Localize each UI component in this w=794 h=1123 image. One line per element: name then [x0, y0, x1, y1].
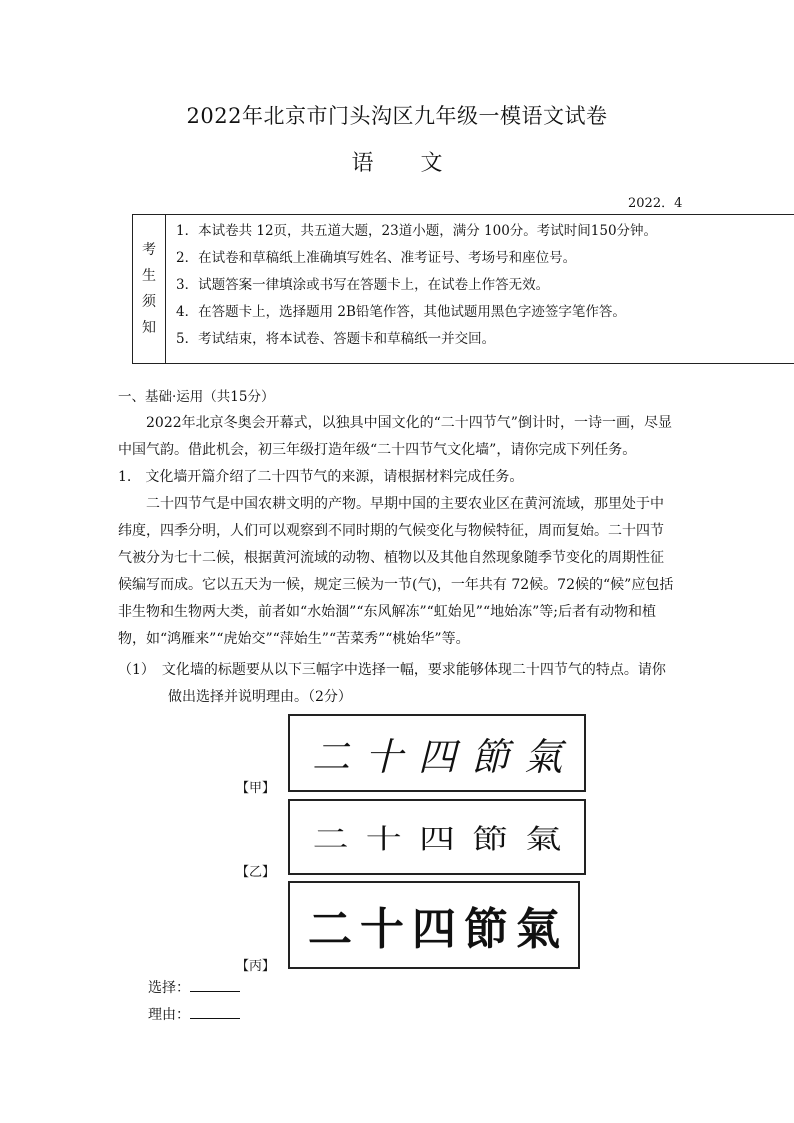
intro-line: 中国气韵。借此机会，初三年级打造年级“二十四节气文化墙”，请你完成下列任务。 [118, 442, 637, 458]
heading-char: 考 [142, 242, 156, 258]
material-line: 非生物和生物两大类，前者如“水始涸”“东风解冻”“虹始见”“地始冻”等;后者有动物和植 [118, 604, 656, 620]
calligraphy-char: 節 [464, 904, 508, 955]
intro-paragraph [118, 410, 674, 464]
calligraphy-char: 氣 [525, 823, 562, 855]
calligraphy-option-a [288, 714, 586, 792]
material-line: 纬度，四季分明，人们可以观察到不同时期的气候变化与物候特征，周而复始。二十四节 [118, 523, 664, 539]
calligraphy-char: 四 [417, 734, 456, 779]
material-line: 候编写而成。它以五天为一候，规定三候为一节(气)，一年共有 72候。72候的“候”应包括 [118, 577, 674, 593]
calligraphy-char: 節 [471, 734, 510, 779]
calligraphy-char: 二 [312, 823, 349, 855]
reason-row [148, 1004, 240, 1024]
heading-char: 须 [142, 294, 156, 310]
choice-row [148, 977, 240, 997]
choice-label: 选择： [148, 980, 190, 996]
reason-answer-blank[interactable] [190, 1004, 240, 1019]
calligraphy-char: 十 [364, 734, 403, 779]
calligraphy-char: 二 [311, 734, 350, 779]
calligraphy-char: 氣 [516, 904, 560, 955]
instructions-box [132, 214, 794, 364]
calligraphy-option-b [288, 799, 586, 875]
calligraphy-char: 節 [472, 823, 509, 855]
heading-char: 知 [142, 320, 156, 336]
material-line: 气被分为七十二候，根据黄河流域的动物、植物以及其他自然现象随季节变化的周期性征 [118, 550, 664, 566]
calligraphy-option-c [288, 881, 580, 969]
instruction-item: 1．本试卷共 12页，共五道大题，23道小题，满分 100分。考试时间150分钟。 [176, 223, 658, 239]
instructions-heading [133, 215, 166, 363]
intro-line: 2022年北京冬奥会开幕式，以独具中国文化的“二十四节气”倒计时，一诗一画，尽显 [118, 415, 672, 431]
heading-char: 生 [142, 268, 156, 284]
instructions-list [166, 215, 794, 363]
option-label-c: 【丙】 [236, 959, 276, 974]
instruction-item: 2．在试卷和草稿纸上准确填写姓名、准考证号、考场号和座位号。 [176, 250, 577, 266]
question-1: 1. 文化墙开篇介绍了二十四节气的来源，请根据材料完成任务。 [118, 469, 524, 485]
instruction-item: 3．试题答案一律填涂或书写在答题卡上，在试卷上作答无效。 [176, 277, 550, 293]
subquestion-1-prompt-cont: 做出选择并说明理由。（2分） [168, 689, 352, 705]
exam-date: 2022．4 [628, 196, 683, 211]
calligraphy-char: 十 [365, 823, 402, 855]
calligraphy-char: 四 [418, 823, 455, 855]
calligraphy-char: 十 [360, 904, 404, 955]
calligraphy-char: 四 [412, 904, 456, 955]
calligraphy-char: 二 [308, 904, 352, 955]
material-line: 物，如“鸿雁来”“虎始交”“萍始生”“苦菜秀”“桃始华”等。 [118, 631, 470, 647]
instruction-item: 4．在答题卡上，选择题用 2B铅笔作答，其他试题用黑色字迹签字笔作答。 [176, 304, 626, 320]
option-label-b: 【乙】 [236, 865, 276, 880]
subquestion-1-prompt: （1） 文化墙的标题要从以下三幅字中选择一幅，要求能够体现二十四节气的特点。请你 [118, 662, 666, 678]
instruction-item: 5．考试结束，将本试卷、答题卡和草稿纸一并交回。 [176, 331, 496, 347]
calligraphy-char: 氣 [524, 734, 563, 779]
material-line: 二十四节气是中国农耕文明的产物。早期中国的主要农业区在黄河流域，那里处于中 [118, 496, 664, 512]
subject-title: 语 文 [351, 151, 443, 176]
section-heading: 一、基础·运用（共15分） [118, 389, 275, 405]
choice-answer-blank[interactable] [190, 977, 240, 992]
option-label-a: 【甲】 [236, 781, 276, 796]
material-paragraph [118, 491, 674, 653]
exam-title: 2022年北京市门头沟区九年级一模语文试卷 [186, 104, 608, 128]
reason-label: 理由： [148, 1007, 190, 1023]
